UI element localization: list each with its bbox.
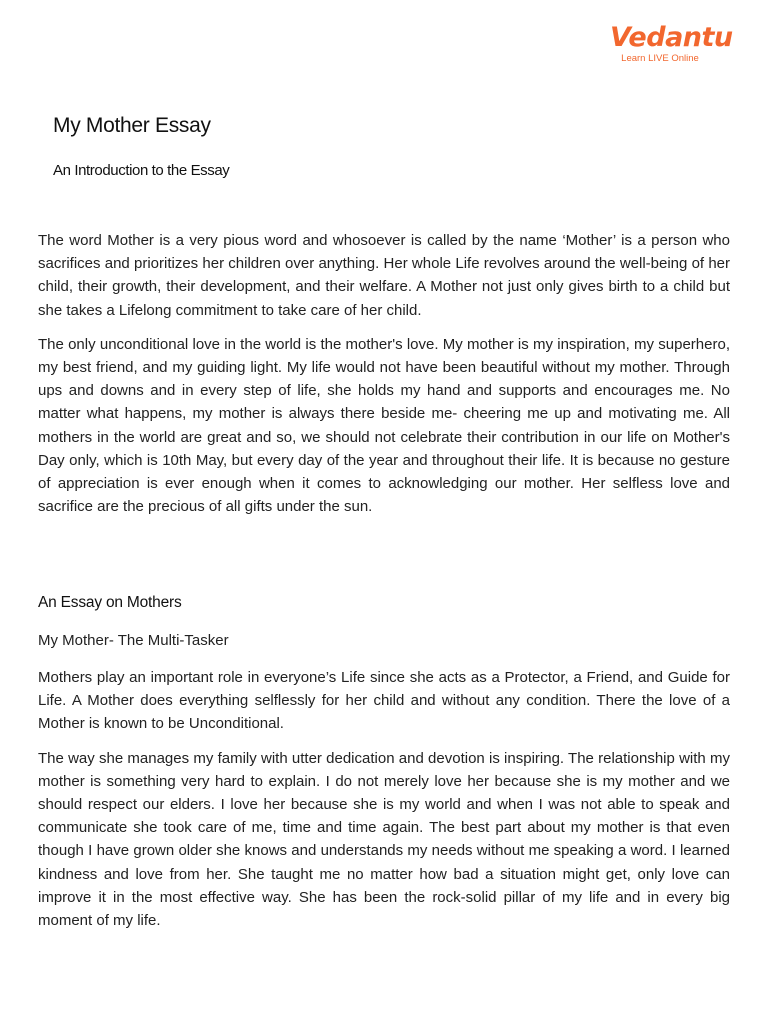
section-subheading: My Mother- The Multi-Tasker [38,632,229,649]
section-heading: An Essay on Mothers [38,594,182,611]
intro-paragraph-1: The word Mother is a very pious word and whosoever is called by the name ‘Mother’ is a person who sacrifices and prioritizes her children over anything. Her whole Life revolves around the well-being of her child, their growth, their development, and their welfare. A Mother not just only gives birth to a child but she takes a Lifelong commitment to take care of her child. [38,232,730,319]
vedantu-logo[interactable] [610,22,733,65]
essay-section [38,666,730,943]
essay-paragraph-1: Mothers play an important role in everyone’s Life since she acts as a Protector, a Friend, and Guide for Life. A Mother does everything selflessly for her child and without any condition. There the love of a Mother is known to be Unconditional. [38,669,730,733]
intro-paragraph-2: The only unconditional love in the world is the mother's love. My mother is my inspiration, my superhero, my best friend, and my guiding light. My life would not have been beautiful without my mother. Through ups and downs and in every step of life, she holds my hand and supports and encourages me. No matter what happens, my mother is always there beside me- cheering me up and motivating me. All mothers in the world are great and so, we should not celebrate their contribution in our life on Mother's Day only, which is 10th May, but every day of the year and throughout their life. It is because no gesture of appreciation is ever enough when it comes to acknowledging our mother. Her selfless love and sacrifice are the precious of all gifts under the sun. [38,335,730,516]
intro-heading: An Introduction to the Essay [53,162,230,179]
intro-section [38,229,730,529]
logo-tagline: Learn LIVE Online [621,53,699,64]
logo-wordmark: Vedantu [610,22,733,53]
essay-paragraph-2: The way she manages my family with utter dedication and devotion is inspiring. The relationship with my mother is something very hard to explain. I do not merely love her because she is my mother and we should respect our elders. I love her because she is my world and when I was not able to speak and communicate she took care of me, time and time again. The best part about my mother is that even though I have grown older she knows and understands my needs without me speaking a word. I learned kindness and love from her. She taught me no matter how bad a situation might get, only love can improve it in the most effective way. She has been the rock-solid pillar of my life and in every big moment of my life. [38,749,730,930]
page-title: My Mother Essay [53,114,211,137]
